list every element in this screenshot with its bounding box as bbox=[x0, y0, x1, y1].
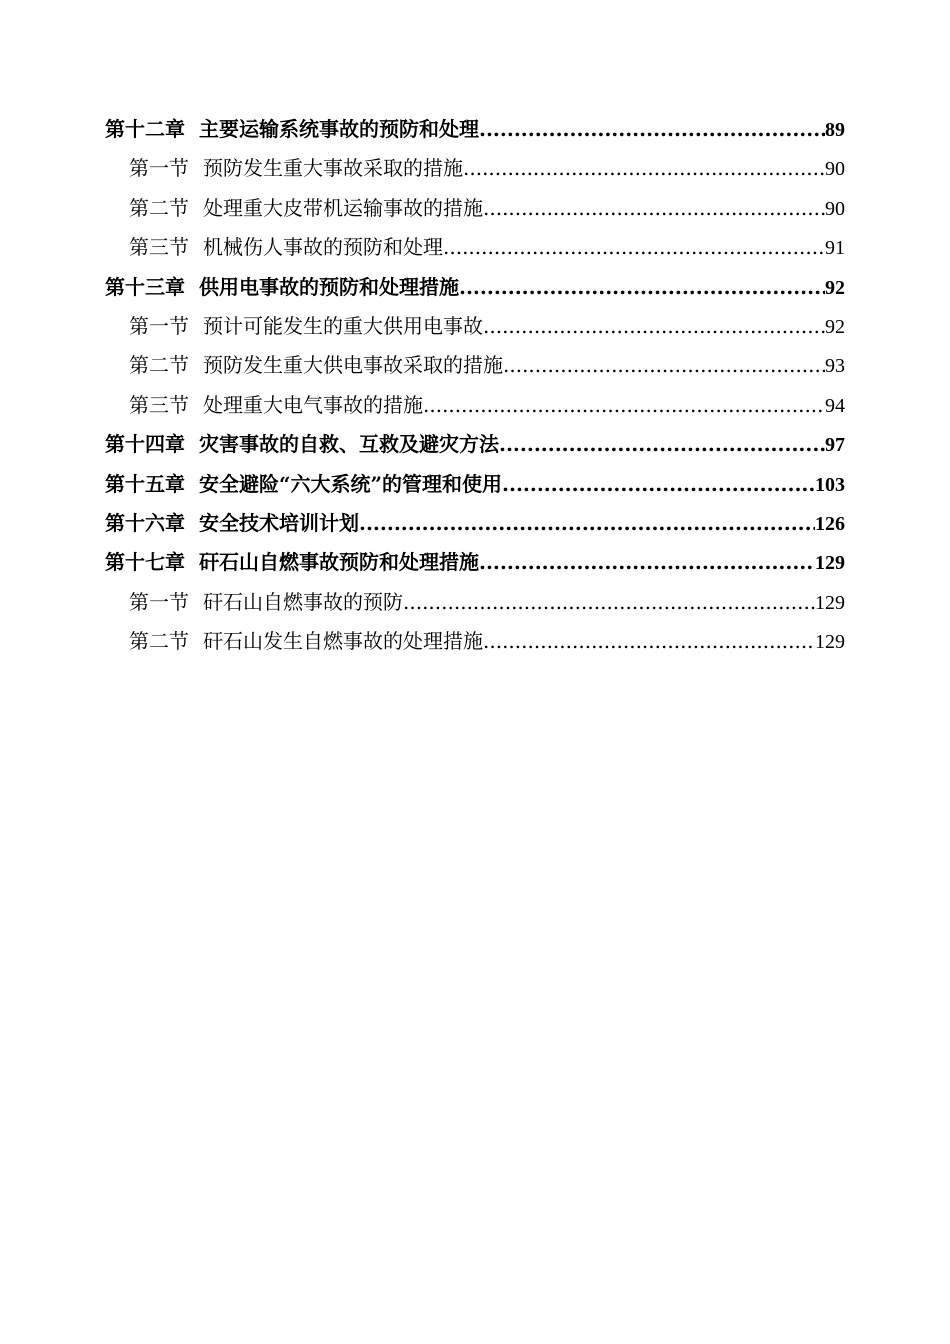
toc-entry-number: 第十二章 bbox=[105, 117, 185, 141]
toc-entry-title: 安全避险“六大系统”的管理和使用 bbox=[199, 471, 503, 496]
toc-entry-number: 第二节 bbox=[129, 353, 189, 378]
toc-entry-title: 供用电事故的预防和处理措施 bbox=[199, 274, 459, 299]
toc-entry-title: 矸石山自燃事故预防和处理措施 bbox=[199, 550, 479, 575]
toc-entry-title: 处理重大皮带机运输事故的措施 bbox=[203, 195, 483, 220]
toc-entry-page: 90 bbox=[825, 197, 845, 220]
toc-entry-number: 第二节 bbox=[129, 629, 189, 654]
toc-entry-number: 第三节 bbox=[129, 392, 189, 417]
dot-leader bbox=[403, 583, 815, 622]
toc-entry-page: 90 bbox=[825, 158, 845, 181]
toc-entry-title: 预防发生重大供电事故采取的措施 bbox=[203, 353, 503, 378]
dot-leader bbox=[483, 189, 825, 228]
toc-entry-section[interactable] bbox=[105, 583, 845, 622]
toc-entry-title: 灾害事故的自救、互救及避灾方法 bbox=[199, 432, 499, 457]
toc-entry-number: 第十五章 bbox=[105, 471, 185, 496]
toc-entry-page: 89 bbox=[825, 119, 845, 141]
toc-entry-page: 129 bbox=[815, 631, 845, 654]
dot-leader bbox=[479, 543, 815, 582]
toc-entry-page: 126 bbox=[815, 512, 845, 535]
toc-entry-title: 矸石山自燃事故的预防 bbox=[203, 589, 403, 614]
toc-entry-chapter-13[interactable] bbox=[105, 268, 845, 307]
toc-entry-section[interactable] bbox=[105, 346, 845, 385]
toc-entry-title: 预计可能发生的重大供用电事故 bbox=[203, 313, 483, 338]
toc-entry-page: 93 bbox=[825, 355, 845, 378]
toc-entry-page: 91 bbox=[825, 237, 845, 260]
toc-entry-chapter-15[interactable] bbox=[105, 465, 845, 504]
toc-entry-number: 第三节 bbox=[129, 235, 189, 260]
dot-leader bbox=[483, 307, 825, 346]
toc-entry-section[interactable] bbox=[105, 189, 845, 228]
toc-entry-page: 92 bbox=[825, 276, 845, 299]
table-of-contents bbox=[105, 110, 845, 661]
toc-entry-chapter-17[interactable] bbox=[105, 543, 845, 582]
toc-entry-number: 第十七章 bbox=[105, 550, 185, 575]
dot-leader bbox=[459, 268, 825, 307]
dot-leader bbox=[423, 386, 825, 425]
toc-entry-number: 第十三章 bbox=[105, 274, 185, 299]
toc-entry-page: 103 bbox=[815, 473, 845, 496]
toc-entry-page: 129 bbox=[815, 591, 845, 614]
toc-entry-title: 预防发生重大事故采取的措施 bbox=[203, 156, 463, 181]
toc-entry-number: 第十六章 bbox=[105, 510, 185, 535]
dot-leader bbox=[463, 149, 825, 188]
toc-entry-number: 第十四章 bbox=[105, 432, 185, 457]
dot-leader bbox=[483, 622, 815, 661]
toc-entry-page: 94 bbox=[825, 394, 845, 417]
toc-entry-section[interactable] bbox=[105, 149, 845, 188]
dot-leader bbox=[359, 504, 815, 543]
dot-leader bbox=[502, 465, 815, 504]
toc-entry-section[interactable] bbox=[105, 622, 845, 661]
toc-entry-number: 第一节 bbox=[129, 156, 189, 181]
toc-entry-chapter-16[interactable] bbox=[105, 504, 845, 543]
toc-entry-chapter-14[interactable] bbox=[105, 425, 845, 464]
toc-entry-page: 97 bbox=[825, 434, 845, 457]
toc-entry-chapter-12[interactable] bbox=[105, 110, 845, 149]
dot-leader bbox=[503, 346, 825, 385]
toc-entry-title: 安全技术培训计划 bbox=[199, 510, 359, 535]
toc-entry-number: 第二节 bbox=[129, 195, 189, 220]
toc-entry-title: 矸石山发生自燃事故的处理措施 bbox=[203, 629, 483, 654]
dot-leader bbox=[443, 228, 825, 267]
toc-entry-page: 129 bbox=[815, 552, 845, 575]
dot-leader bbox=[479, 110, 825, 149]
toc-entry-section[interactable] bbox=[105, 307, 845, 346]
toc-entry-number: 第一节 bbox=[129, 313, 189, 338]
toc-entry-title: 主要运输系统事故的预防和处理 bbox=[199, 117, 479, 141]
toc-entry-section[interactable] bbox=[105, 228, 845, 267]
toc-entry-section[interactable] bbox=[105, 386, 845, 425]
toc-entry-title: 机械伤人事故的预防和处理 bbox=[203, 235, 443, 260]
toc-entry-page: 92 bbox=[825, 315, 845, 338]
toc-entry-number: 第一节 bbox=[129, 589, 189, 614]
dot-leader bbox=[499, 425, 825, 464]
toc-entry-title: 处理重大电气事故的措施 bbox=[203, 392, 423, 417]
